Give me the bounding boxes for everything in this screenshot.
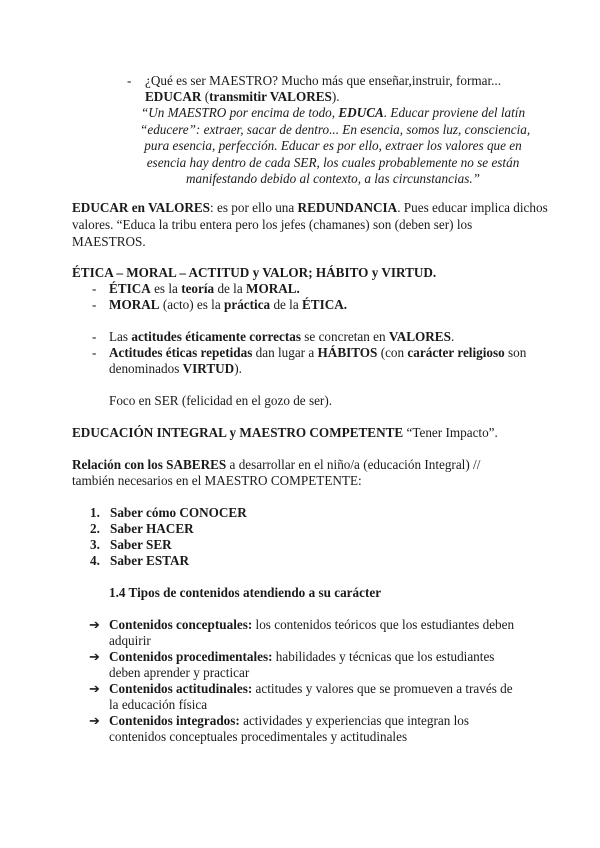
- valores-line-2: valores. “Educa la tribu entera pero los jefes (chamanes) son (deben ser) los: [72, 217, 473, 232]
- contenido-title: Contenidos actitudinales:: [109, 681, 253, 696]
- list-item: [90, 537, 247, 553]
- contenido-line-2: deben aprender y practicar: [109, 665, 250, 680]
- contenido-line-2: la educación física: [109, 697, 208, 712]
- redundancia-bold: REDUNDANCIA: [297, 200, 398, 215]
- habitos-line-2: [109, 361, 527, 377]
- list-dash: -: [92, 281, 97, 296]
- educar-en-valores-paragraph: [72, 199, 548, 250]
- valores-text-1: : es por ello una: [210, 200, 298, 215]
- contenido-line-2: adquirir: [109, 633, 151, 648]
- habitos-item: [109, 345, 527, 377]
- list-dash: -: [127, 73, 132, 88]
- moral-item-bold: MORAL: [109, 297, 160, 312]
- contenido-title: Contenidos integrados:: [109, 713, 240, 728]
- contenido-desc-1: actitudes y valores que se promueven a través de: [252, 681, 513, 696]
- moral-bold: MORAL.: [246, 281, 300, 296]
- contenido-item: [109, 617, 527, 649]
- habitos-line-1: [109, 345, 527, 361]
- actitudes-text-1: Las: [109, 329, 132, 344]
- educacion-integral-bold: EDUCACIÓN INTEGRAL y MAESTRO COMPETENTE: [72, 425, 404, 440]
- valores-bold: VALORES: [388, 329, 451, 344]
- arrow-bullet-icon: ➔: [89, 649, 101, 664]
- etica-text-2: de la: [214, 281, 246, 296]
- list-item: [90, 505, 247, 521]
- contenido-line-2: contenidos conceptuales procedimentales y actitudinales: [109, 729, 408, 744]
- list-number: 4.: [90, 553, 100, 568]
- saberes-list: [90, 505, 247, 569]
- quote-educa-bold: EDUCA: [338, 105, 384, 120]
- valores-line-3: MAESTROS.: [72, 234, 146, 249]
- arrow-bullet-icon: ➔: [89, 617, 101, 632]
- moral-text-2: de la: [270, 297, 302, 312]
- list-dash: -: [92, 297, 97, 312]
- saberes-line-2: también necesarios en el MAESTRO COMPETENTE:: [72, 473, 362, 488]
- quote-line-1-b: . Educar proviene del latín: [383, 105, 526, 120]
- contenido-desc-1: los contenidos teóricos que los estudiantes deben: [252, 617, 515, 632]
- list-dash: -: [92, 329, 97, 344]
- contenido-title: Contenidos procedimentales:: [109, 649, 273, 664]
- habitos-bold: HÁBITOS: [317, 345, 378, 360]
- educar-valores-bold: EDUCAR en VALORES: [72, 200, 211, 215]
- list-item: [90, 521, 247, 537]
- saberes-line-1: [72, 457, 527, 473]
- etica-bold: ÉTICA: [109, 281, 151, 296]
- educere-quote: [140, 105, 531, 188]
- actitudes-bold: actitudes éticamente correctas: [131, 329, 301, 344]
- valores-line-1: [72, 199, 548, 216]
- quote-line-2: “educere”: extraer, sacar de dentro... En esencia, somos luz, consciencia,: [140, 121, 531, 137]
- list-item-text: Saber HACER: [110, 521, 194, 536]
- denominados-text: denominados: [109, 361, 183, 376]
- moral-text-1: (acto) es la: [159, 297, 224, 312]
- maestro-question-text: ¿Qué es ser MAESTRO? Mucho más que enseñar,instruir, formar...: [145, 73, 502, 88]
- educar-line: [145, 89, 528, 105]
- contenido-item: [109, 649, 527, 681]
- list-number: 1.: [90, 505, 100, 520]
- arrow-bullet-icon: ➔: [89, 713, 101, 728]
- contenido-title: Contenidos conceptuales:: [109, 617, 253, 632]
- contenido-line-1: [109, 649, 527, 665]
- educar-bold: EDUCAR: [145, 89, 202, 104]
- moral-item: [109, 297, 347, 313]
- saberes-text-1: a desarrollar en el niño/a (educación Integral) //: [226, 457, 481, 472]
- contenido-desc-1: actividades y experiencias que integran los: [239, 713, 470, 728]
- paren-open: (: [201, 89, 210, 104]
- actitudes-repetidas-bold: Actitudes éticas repetidas: [109, 345, 253, 360]
- virtud-end: ).: [234, 361, 242, 376]
- habitos-text-2: (con: [377, 345, 408, 360]
- quote-line-4: esencia hay dentro de cada SER, los cuales probablemente no se están: [146, 154, 520, 170]
- paren-close: ).: [331, 89, 340, 104]
- maestro-question-item: [145, 73, 528, 105]
- contenido-desc-1: habilidades y técnicas que los estudiantes: [272, 649, 495, 664]
- list-item-text: Saber cómo CONOCER: [110, 505, 247, 520]
- saberes-bold: Relación con los SABERES: [72, 457, 227, 472]
- saberes-paragraph: [72, 457, 527, 489]
- actitudes-text-2: se concretan en: [301, 329, 389, 344]
- quote-line-5: manifestando debido al contexto, a las circunstancias.”: [185, 171, 480, 186]
- arrow-bullet-icon: ➔: [89, 681, 101, 696]
- transmitir-valores-bold: transmitir VALORES: [209, 89, 332, 104]
- quote-line-1: [140, 105, 526, 122]
- foco-text: Foco en SER (felicidad en el gozo de ser).: [109, 393, 333, 408]
- etica-end-bold: ÉTICA.: [302, 297, 348, 312]
- habitos-text-3: son: [504, 345, 527, 360]
- list-item: [90, 553, 247, 569]
- list-number: 2.: [90, 521, 100, 536]
- contenido-line-1: [109, 617, 527, 633]
- educacion-integral-line: [72, 425, 498, 441]
- valores-text-2: . Pues educar implica dichos: [397, 200, 548, 215]
- caracter-religioso-bold: carácter religioso: [407, 345, 505, 360]
- contenido-item: [109, 681, 527, 713]
- tipos-contenidos-heading: 1.4 Tipos de contenidos atendiendo a su carácter: [109, 585, 382, 600]
- etica-text-1: es la: [150, 281, 182, 296]
- etica-item: [109, 281, 300, 297]
- actitudes-text-3: .: [450, 329, 455, 344]
- practica-bold: práctica: [224, 297, 271, 312]
- actitudes-item: [109, 329, 454, 345]
- tener-impacto-text: “Tener Impacto”.: [403, 425, 498, 440]
- contenido-line-1: [109, 713, 527, 729]
- list-item-text: Saber SER: [110, 537, 172, 552]
- virtud-bold: VIRTUD: [182, 361, 235, 376]
- contenido-line-1: [109, 681, 527, 697]
- habitos-text-1: dan lugar a: [252, 345, 318, 360]
- list-number: 3.: [90, 537, 100, 552]
- etica-heading: ÉTICA – MORAL – ACTITUD y VALOR; HÁBITO y VIRTUD.: [72, 265, 437, 280]
- list-item-text: Saber ESTAR: [110, 553, 190, 568]
- quote-line-1-a: “Un MAESTRO por encima de todo,: [140, 105, 339, 120]
- teoria-bold: teoría: [181, 281, 215, 296]
- quote-line-3: pura esencia, perfección. Educar es por ello, extraer los valores que en: [144, 138, 522, 153]
- contenido-item: [109, 713, 527, 745]
- list-dash: -: [92, 345, 97, 360]
